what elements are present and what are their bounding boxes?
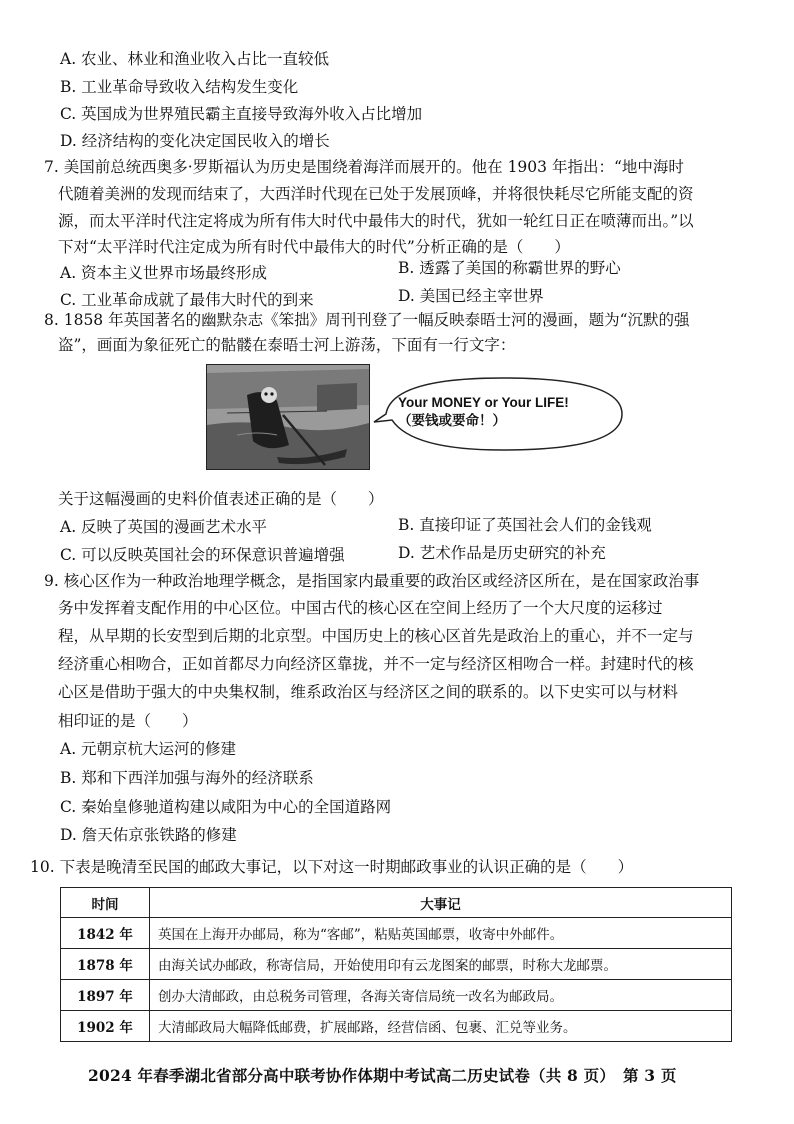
q6-option-c: C. 英国成为世界殖民霸主直接导致海外收入占比增加 [60,105,423,123]
q7-stem-line: 下对“太平洋时代注定成为所有时代中最伟大的时代”分析正确的是（ ） [58,238,570,256]
q8-question: 关于这幅漫画的史料价值表述正确的是（ ） [58,490,384,508]
q7-option-b: B. 透露了美国的称霸世界的野心 [398,259,621,277]
table-header-events: 大事记 [150,888,732,918]
q9-stem-line: 务中发挥着支配作用的中心区位。中国古代的核心区在空间上经历了一个大尺度的运移过 [58,599,663,617]
q9-stem-line: 相印证的是（ ） [58,712,198,730]
table-cell-year: 1902 年 [61,1011,150,1042]
table-cell-event: 由海关试办邮政，称寄信局，开始使用印有云龙图案的邮票，时称大龙邮票。 [150,949,732,980]
q8-option-b: B. 直接印证了英国社会人们的金钱观 [398,516,652,534]
q8-stem-line: 8. 1858 年英国著名的幽默杂志《笨拙》周刊刊登了一幅反映泰晤士河的漫画，题为“沉默的强 [44,311,690,329]
q9-stem-line: 程，从早期的长安型到后期的北京型。中国历史上的核心区首先是政治上的重心，并不一定与 [58,627,694,645]
q9-option-c: C. 秦始皇修驰道构建以咸阳为中心的全国道路网 [60,798,392,816]
table-cell-year: 1878 年 [61,949,150,980]
q6-option-a: A. 农业、林业和渔业收入占比一直较低 [60,50,330,68]
speech-bubble-text [398,394,618,430]
cartoon-image [206,364,370,470]
table-cell-year: 1842 年 [61,918,150,949]
q8-stem-line: 盗”，画面为象征死亡的骷髅在泰晤士河上游荡，下面有一行文字： [58,336,516,354]
q7-stem-line: 代随着美洲的发现而结束了，大西洋时代现在已处于发展顶峰，并将很快耗尽它所能支配的资 [58,185,694,203]
q7-option-a: A. 资本主义世界市场最终形成 [60,264,268,282]
q9-option-a: A. 元朝京杭大运河的修建 [60,740,237,758]
q8-option-a: A. 反映了英国的漫画艺术水平 [60,518,268,536]
skeleton-boat-illustration [207,365,369,469]
table-cell-event: 大清邮政局大幅降低邮费，扩展邮路，经营信函、包裹、汇兑等业务。 [150,1011,732,1042]
q7-stem-line: 源，而太平洋时代注定将成为所有伟大时代中最伟大的时代，犹如一轮红日正在喷薄而出。”以 [58,212,694,230]
q6-option-d: D. 经济结构的变化决定国民收入的增长 [60,132,330,150]
q6-option-b: B. 工业革命导致收入结构发生变化 [60,78,299,96]
table-cell-event: 创办大清邮政，由总税务司管理，各海关寄信局统一改名为邮政局。 [150,980,732,1011]
q9-option-b: B. 郑和下西洋加强与海外的经济联系 [60,769,314,787]
table-row [61,918,732,949]
table-row [61,949,732,980]
table-row [61,980,732,1011]
table-header-time: 时间 [61,888,150,918]
bubble-english: Your MONEY or Your LIFE! [398,395,569,410]
postal-events-table [60,887,732,1042]
q9-stem-line: 心区是借助于强大的中央集权制，维系政治区与经济区之间的联系的。以下史实可以与材料 [58,683,679,701]
q7-option-d: D. 美国已经主宰世界 [398,287,544,305]
q7-stem-line: 7. 美国前总统西奥多·罗斯福认为历史是围绕着海洋而展开的。他在 1903 年指出：“地中海时 [44,158,684,176]
table-header-row [61,888,732,918]
q9-stem-line: 9. 核心区作为一种政治地理学概念，是指国家内最重要的政治区或经济区所在，是在国家政治事 [44,572,700,590]
q9-option-d: D. 詹天佑京张铁路的修建 [60,826,237,844]
q9-stem-line: 经济重心相吻合，正如首都尽力向经济区靠拢，并不一定与经济区相吻合一样。封建时代的核 [58,655,694,673]
q7-option-c: C. 工业革命成就了最伟大时代的到来 [60,291,314,309]
table-cell-year: 1897 年 [61,980,150,1011]
table-cell-event: 英国在上海开办邮局，称为“客邮”，粘贴英国邮票，收寄中外邮件。 [150,918,732,949]
table-row [61,1011,732,1042]
q8-option-c: C. 可以反映英国社会的环保意识普遍增强 [60,546,345,564]
q8-option-d: D. 艺术作品是历史研究的补充 [398,544,606,562]
bubble-chinese: （要钱或要命！） [398,413,506,428]
q10-stem: 10. 下表是晚清至民国的邮政大事记，以下对这一时期邮政事业的认识正确的是（ ） [30,858,634,876]
page-footer: 2024 年春季湖北省部分高中联考协作体期中考试高二历史试卷（共 8 页） 第 3 页 [88,1066,677,1085]
